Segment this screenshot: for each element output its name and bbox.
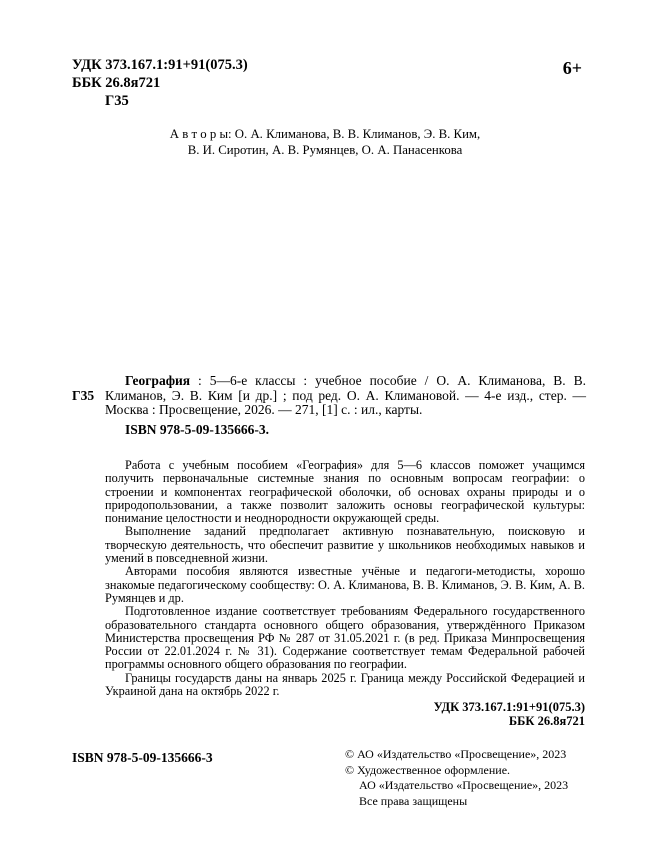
bbk-number: ББК 26.8я721 <box>72 75 161 91</box>
bibliographic-details: : 5—6-е классы : учебное пособие / О. А. Климанова, В. В. Климанов, Э. В. Ким [и др.] ; под ред. О. А. Климановой. — 4-е изд., стер. — Москва : Просвещение, 2026. — 271, [1] с. : ил., карты. <box>105 373 586 418</box>
copyright-artwork: © Художественное оформление. <box>345 762 511 777</box>
author-sign-code: Г35 <box>72 388 95 403</box>
isbn-footer: ISBN 978-5-09-135666-3 <box>72 750 213 765</box>
udk-number-bottom: УДК 373.167.1:91+91(075.3) <box>433 700 585 714</box>
authors-line-2: В. И. Сиротин, А. В. Румянцев, О. А. Панасенкова <box>187 143 463 157</box>
isbn-line: ISBN 978-5-09-135666-3. <box>125 421 269 437</box>
annotation-block <box>105 459 585 698</box>
bbk-number-bottom: ББК 26.8я721 <box>508 714 585 728</box>
age-rating-badge: 6+ <box>562 58 582 78</box>
book-title: География <box>125 373 191 388</box>
bibliographic-description <box>105 374 586 418</box>
author-sign: Г35 <box>105 93 129 109</box>
catalog-card <box>72 374 586 437</box>
annotation-paragraph: Авторами пособия являются известные учёные и педагоги-методисты, хорошо знакомые педагогическому сообществу: О. А. Климанова, В. В. Климанов, Э. В. Ким, А. В. Румянцев и др. <box>105 564 585 605</box>
authors-line-1: А в т о р ы: О. А. Климанова, В. В. Климанов, Э. В. Ким, <box>169 127 481 141</box>
annotation-paragraph: Работа с учебным пособием «География» для 5—6 классов поможет учащимся получить первоначальные системные знания по основным вопросам географии: о строении и компонентах географической оболочки, об основах охраны природы и о природопользовании, а также позволит заложить основы географической культуры: понимание целостности и неоднородности окружающей среды. <box>105 458 585 526</box>
authors-block <box>0 126 650 158</box>
copyright-artwork-publisher: АО «Издательство «Просвещение», 2023 <box>359 778 569 792</box>
udk-number: УДК 373.167.1:91+91(075.3) <box>72 57 248 73</box>
annotation-paragraph: Подготовленное издание соответствует требованиям Федерального государственного образовательного стандарта основного общего образования, утверждённого Приказом Министерства просвещения РФ № 287 от 31.05.2021 г. (в ред. Приказа Минпросвещения России от 22.01.2024 г. № 31). Содержание соответствует темам Федеральной рабочей программы основного общего образования по географии. <box>105 604 585 672</box>
classification-header <box>72 56 248 110</box>
annotation-paragraph: Выполнение заданий предполагает активную познавательную, поисковую и творческую деятельность, что обеспечит развитие у школьников необходимых навыков и умений в повседневной жизни. <box>105 524 585 566</box>
copyright-block <box>345 747 568 809</box>
annotation-paragraph: Границы государств даны на январь 2025 г. Граница между Российской Федерацией и Украиной дана на октябрь 2022 г. <box>105 670 585 699</box>
classification-footer <box>434 700 585 728</box>
rights-reserved: Все права защищены <box>359 793 468 808</box>
copyright-publisher: © АО «Издательство «Просвещение», 2023 <box>345 747 567 761</box>
